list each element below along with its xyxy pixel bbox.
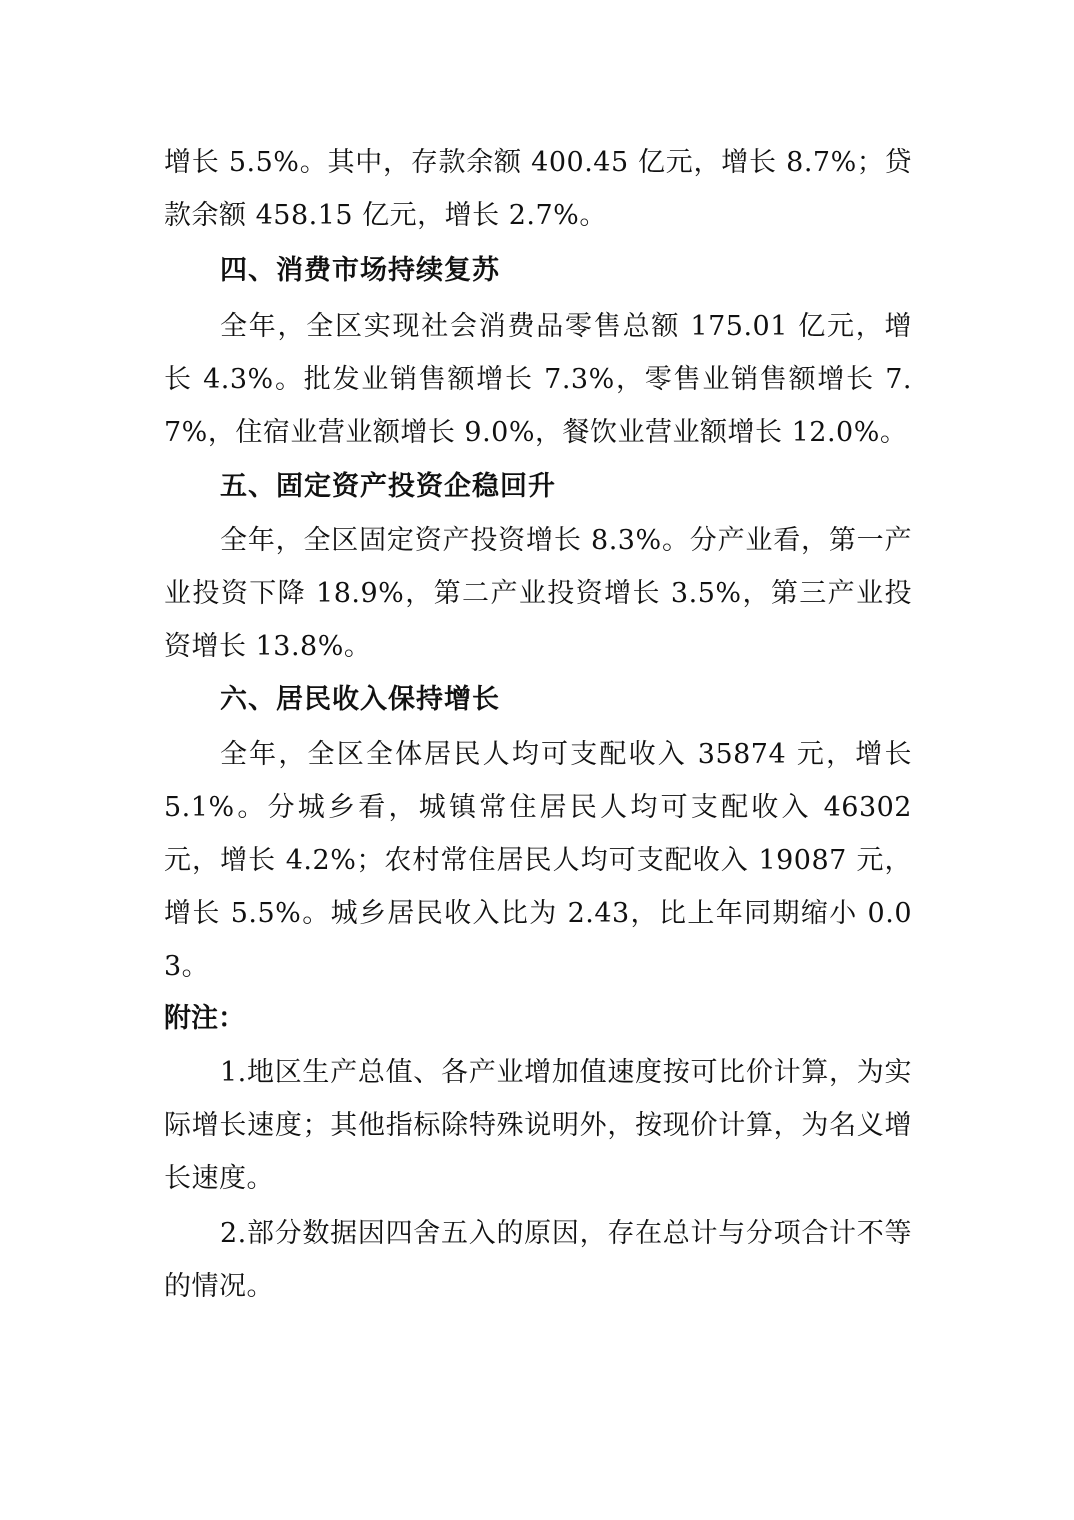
section-paragraph-consumption: 全年，全区实现社会消费品零售总额 175.01 亿元，增长 4.3%。批发业销售额增长 7.3%，零售业销售额增长 7.7%，住宿业营业额增长 9.0%，餐饮业营业额增长 12.0%。 — [164, 311, 912, 448]
section-heading-income: 六、居民收入保持增长 — [220, 684, 500, 715]
note-item-2: 2.部分数据因四舍五入的原因，存在总计与分项合计不等的情况。 — [164, 1218, 912, 1302]
section-paragraph-investment: 全年，全区固定资产投资增长 8.3%。分产业看，第一产业投资下降 18.9%，第二产业投资增长 3.5%，第三产业投资增长 13.8%。 — [164, 525, 912, 662]
section-heading-consumption: 四、消费市场持续复苏 — [220, 255, 500, 286]
notes-title: 附注： — [164, 1003, 245, 1034]
intro-paragraph: 增长 5.5%。其中，存款余额 400.45 亿元，增长 8.7%；贷款余额 458.15 亿元，增长 2.7%。 — [164, 147, 912, 231]
section-paragraph-income: 全年，全区全体居民人均可支配收入 35874 元，增长 5.1%。分城乡看，城镇常住居民人均可支配收入 46302 元，增长 4.2%；农村常住居民人均可支配收入 19087 元，增长 5.5%。城乡居民收入比为 2.43，比上年同期缩小 0.03。 — [164, 739, 912, 982]
section-heading-investment: 五、固定资产投资企稳回升 — [220, 471, 556, 502]
note-item-1: 1.地区生产总值、各产业增加值速度按可比价计算，为实际增长速度；其他指标除特殊说明外，按现价计算，为名义增长速度。 — [164, 1057, 912, 1194]
